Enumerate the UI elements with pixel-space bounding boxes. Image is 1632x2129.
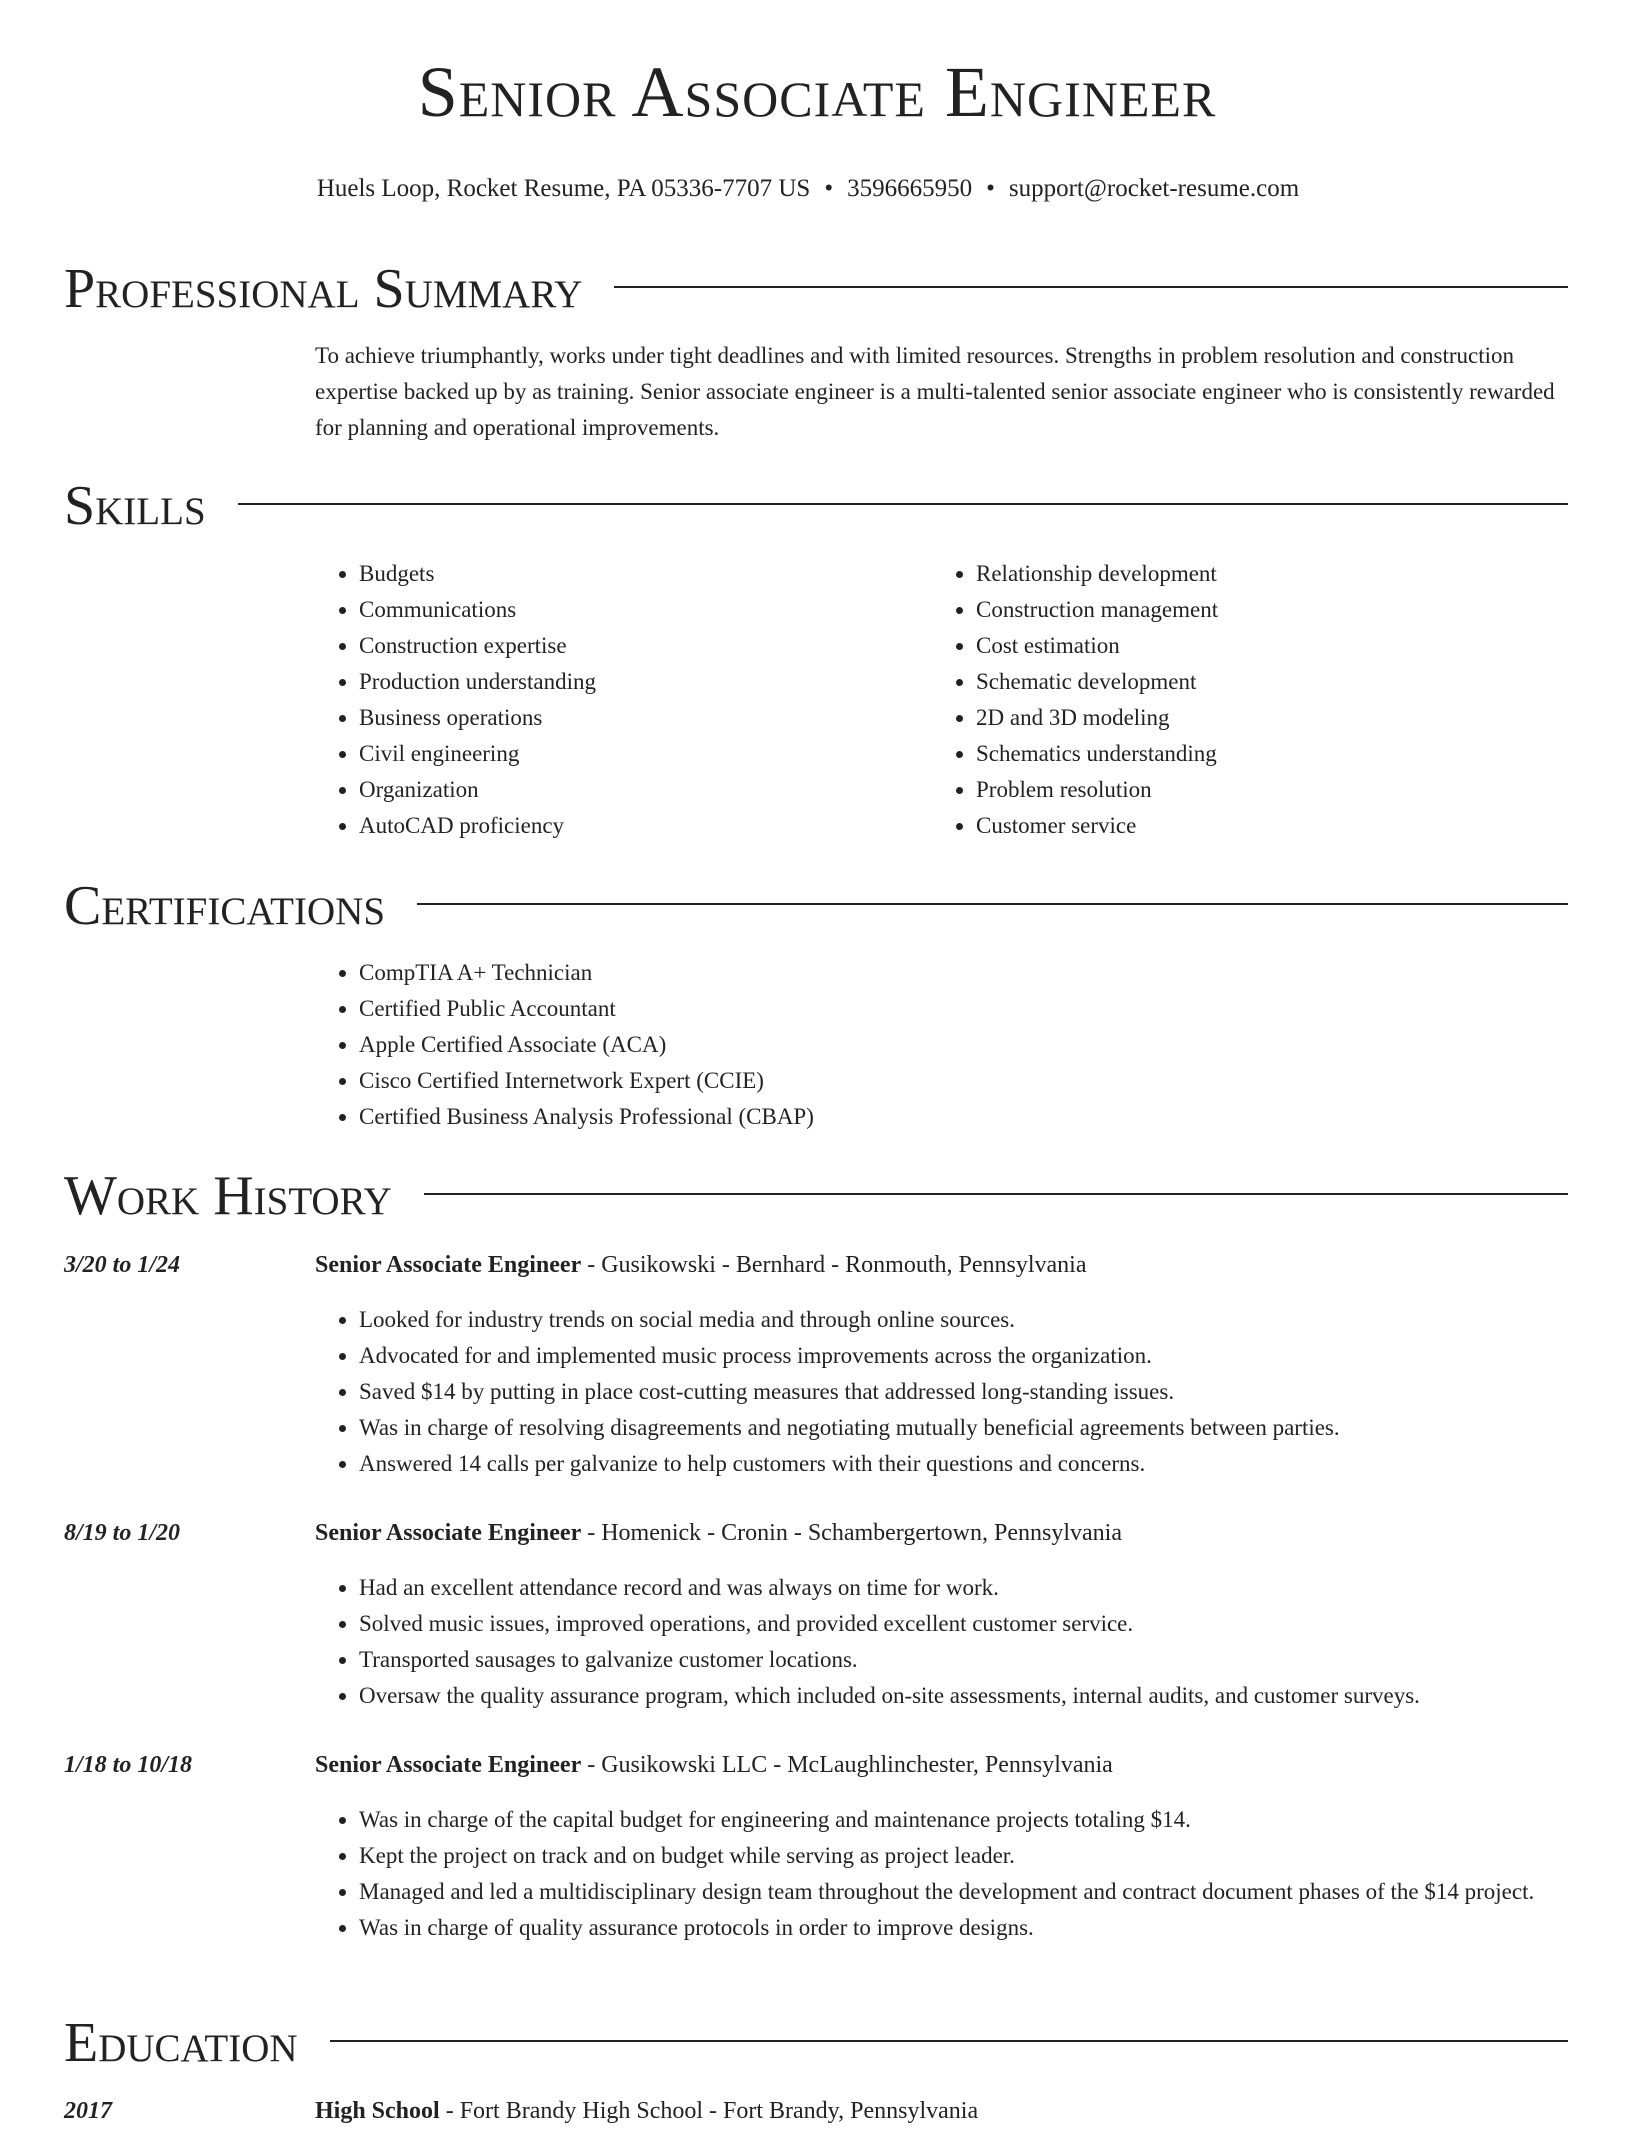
contact-separator: • bbox=[824, 175, 834, 202]
section-header-work-history bbox=[64, 1165, 1568, 1227]
job-duty-item: • Looked for industry trends on social media and through online sources. bbox=[359, 1302, 1568, 1338]
job-title: Senior Associate Engineer bbox=[315, 1252, 582, 1278]
skill-item: • Budgets bbox=[359, 556, 915, 592]
skill-item: • Customer service bbox=[976, 808, 1552, 844]
job-heading bbox=[315, 1747, 1568, 1783]
skill-item: • AutoCAD proficiency bbox=[359, 808, 915, 844]
section-divider bbox=[417, 903, 1568, 905]
section-title-summary: Professional Summary bbox=[64, 258, 583, 320]
skill-item: • Civil engineering bbox=[359, 736, 915, 772]
section-divider bbox=[614, 286, 1568, 288]
contact-line bbox=[0, 176, 1616, 201]
job-employer-location: - Homenick - Cronin - Schambergertown, Pennsylvania bbox=[581, 1520, 1122, 1546]
skill-item: • Schematics understanding bbox=[976, 736, 1552, 772]
skill-item: • Schematic development bbox=[976, 664, 1552, 700]
job-duties bbox=[315, 1302, 1568, 1482]
skill-item: • Construction expertise bbox=[359, 628, 915, 664]
job-heading bbox=[315, 1515, 1568, 1551]
job-duties-list bbox=[315, 1302, 1568, 1482]
job-duty-item: • Was in charge of the capital budget for engineering and maintenance projects totaling $14. bbox=[359, 1802, 1568, 1838]
job-employer-location: - Gusikowski LLC - McLaughlinchester, Pennsylvania bbox=[581, 1752, 1113, 1778]
skill-item: • Cost estimation bbox=[976, 628, 1552, 664]
section-header-skills bbox=[64, 475, 1568, 537]
job-duty-item: • Solved music issues, improved operations, and provided excellent customer service. bbox=[359, 1606, 1568, 1642]
skill-item: • Problem resolution bbox=[976, 772, 1552, 808]
section-title-work-history: Work History bbox=[64, 1165, 392, 1227]
section-header-certifications bbox=[64, 875, 1568, 937]
skills-column-left bbox=[315, 556, 915, 844]
job-duties-list bbox=[315, 1802, 1568, 1946]
job-duty-item: • Managed and led a multidisciplinary design team throughout the development and contract document phases of the $14 project. bbox=[359, 1874, 1568, 1910]
section-title-skills: Skills bbox=[64, 475, 206, 537]
section-title-education: Education bbox=[64, 2012, 298, 2074]
job-duties bbox=[315, 1570, 1568, 1714]
certifications-list bbox=[315, 955, 1568, 1135]
education-degree: High School bbox=[315, 2098, 440, 2124]
job-dates: 3/20 to 1/24 bbox=[64, 1252, 181, 1278]
job-title: Senior Associate Engineer bbox=[315, 1752, 582, 1778]
skills-list-left bbox=[315, 556, 915, 844]
job-duties bbox=[315, 1802, 1568, 1946]
skill-item: • Construction management bbox=[976, 592, 1552, 628]
job-duty-item: • Kept the project on track and on budget while serving as project leader. bbox=[359, 1838, 1568, 1874]
skill-item: • Relationship development bbox=[976, 556, 1552, 592]
education-school-location: - Fort Brandy High School - Fort Brandy, Pennsylvania bbox=[439, 2098, 979, 2124]
section-divider bbox=[238, 503, 1568, 505]
job-duty-item: • Advocated for and implemented music process improvements across the organization. bbox=[359, 1338, 1568, 1374]
job-duty-item: • Was in charge of resolving disagreements and negotiating mutually beneficial agreements between parties. bbox=[359, 1410, 1568, 1446]
job-employer-location: - Gusikowski - Bernhard - Ronmouth, Pennsylvania bbox=[581, 1252, 1087, 1278]
job-duty-item: • Had an excellent attendance record and was always on time for work. bbox=[359, 1570, 1568, 1606]
resume-page bbox=[64, 0, 1568, 2124]
certification-item: • CompTIA A+ Technician bbox=[359, 955, 1568, 991]
certification-item: • Cisco Certified Internetwork Expert (CCIE) bbox=[359, 1063, 1568, 1099]
education-date: 2017 bbox=[64, 2098, 112, 2124]
job-duty-item: • Oversaw the quality assurance program, which included on-site assessments, internal audits, and customer surveys. bbox=[359, 1678, 1568, 1714]
certification-item: • Certified Public Accountant bbox=[359, 991, 1568, 1027]
job-dates: 1/18 to 10/18 bbox=[64, 1752, 193, 1778]
section-header-education bbox=[64, 2012, 1568, 2074]
section-divider bbox=[330, 2040, 1568, 2042]
section-header-summary bbox=[64, 258, 1568, 320]
job-heading bbox=[315, 1247, 1568, 1283]
contact-separator: • bbox=[986, 175, 995, 202]
contact-email: support@rocket-resume.com bbox=[1008, 175, 1300, 202]
job-dates: 8/19 to 1/20 bbox=[64, 1520, 181, 1546]
job-duty-item: • Was in charge of quality assurance protocols in order to improve designs. bbox=[359, 1910, 1568, 1946]
certification-item: • Apple Certified Associate (ACA) bbox=[359, 1027, 1568, 1063]
skills-list-right bbox=[932, 556, 1552, 844]
skills-column-right bbox=[932, 556, 1552, 844]
certifications-block bbox=[315, 955, 1568, 1135]
section-title-certifications: Certifications bbox=[64, 875, 386, 937]
skill-item: • Communications bbox=[359, 592, 915, 628]
education-heading bbox=[315, 2093, 1568, 2129]
job-title: Senior Associate Engineer bbox=[315, 1520, 582, 1546]
skill-item: • Organization bbox=[359, 772, 915, 808]
job-duty-item: • Saved $14 by putting in place cost-cutting measures that addressed long-standing issues. bbox=[359, 1374, 1568, 1410]
contact-address: Huels Loop, Rocket Resume, PA 05336-7707 US bbox=[316, 175, 811, 202]
job-duty-item: • Answered 14 calls per galvanize to help customers with their questions and concerns. bbox=[359, 1446, 1568, 1482]
job-duties-list bbox=[315, 1570, 1568, 1714]
skill-item: • Production understanding bbox=[359, 664, 915, 700]
certification-item: • Certified Business Analysis Professional (CBAP) bbox=[359, 1099, 1568, 1135]
job-duty-item: • Transported sausages to galvanize customer locations. bbox=[359, 1642, 1568, 1678]
contact-phone: 3596665950 bbox=[847, 175, 973, 202]
section-divider bbox=[424, 1193, 1568, 1195]
skill-item: • Business operations bbox=[359, 700, 915, 736]
summary-text: To achieve triumphantly, works under tight deadlines and with limited resources. Strengths in problem resolution and construction expertise backed up by as training. Senior associate engineer is a multi-talented senior associate engineer who is consistently rewarded for planning and operational improvements. bbox=[315, 343, 1555, 440]
skill-item: • 2D and 3D modeling bbox=[976, 700, 1552, 736]
resume-name: Senior Associate Engineer bbox=[417, 52, 1217, 132]
